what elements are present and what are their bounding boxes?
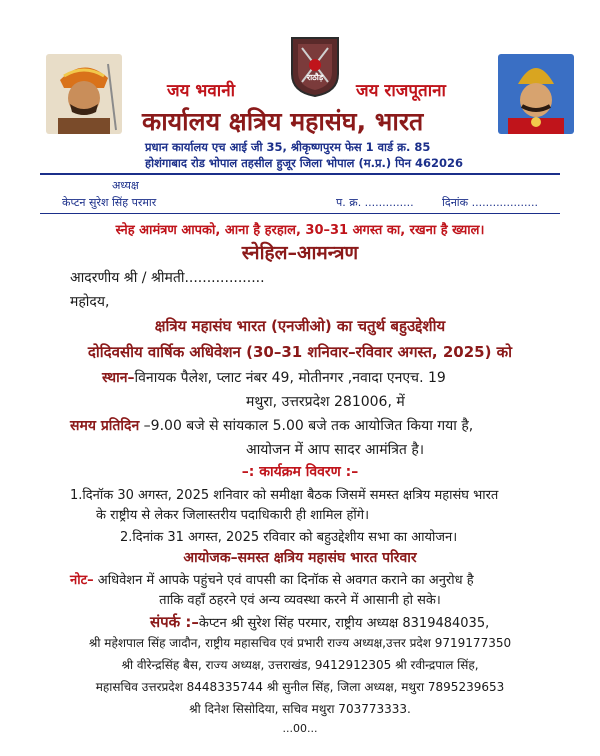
event-title-line-1: क्षत्रिय महासंघ भारत (एनजीओ) का चतुर्थ बहुउद्देशीय [154,317,446,335]
address-line-1: प्रधान कार्यालय एच आई जी 35, श्रीकृष्णपुरम फेस 1 वार्ड क्र. 85 [145,140,431,154]
left-portrait-image [46,54,122,134]
right-portrait-image [498,54,574,134]
organization-emblem-icon [290,34,340,98]
contact-line-3: श्री वीरेन्द्रसिंह बैस, राज्य अध्यक्ष, उत्तराखंड, 9412912305 श्री रवीन्द्रपाल सिंह, [121,658,479,672]
contact-text-1: केप्टन श्री सुरेश सिंह परमार, राष्ट्रीय अध्यक्ष 8319484035, [198,616,490,631]
program-item-2: 2.दिनांक 31 अगस्त, 2025 रविवार को बहुउद्देशीय सभा का आयोजन। [120,530,458,545]
salutation: आदरणीय श्री / श्रीमती.................. [70,270,265,286]
sir-greeting: महोदय, [70,294,110,310]
contact-line-4: महासचिव उत्तरप्रदेश 8448335744 श्री सुनील सिंह, जिला अध्यक्ष, मथुरा 7895239653 [95,680,505,694]
president-name: केप्टन सुरेश सिंह परमार [62,196,157,209]
organization-name: कार्यालय क्षत्रिय महासंघ, भारत [142,107,424,136]
time-text: –9.00 बजे से सांयकाल 5.00 बजे तक आयोजित किया गया है, [139,418,474,434]
note-line-2: ताकि वहॉं ठहरने एवं अन्य व्यवस्था करने में आसानी हो सके। [159,593,441,608]
program-item-1a: 1.दिनॉक 30 अगस्त, 2025 शनिवार को समीक्षा बैठक जिसमें समस्त क्षत्रिय महासंघ भारत [70,488,499,503]
note-label: नोट– [70,573,94,588]
note-text-1: अधिवेशन में आपके पहुंचने एवं वापसी का दिनॉक से अवगत कराने का अनुरोध है [93,573,474,588]
contact-line-1 [150,612,489,632]
date-field: दिनांक ................... [442,196,539,209]
event-title-line-2: दोदिवसीय वार्षिक अधिवेशन (30–31 शनिवार–रविवार अगस्त, 2025) को [87,343,513,361]
slogan-left: जय भवानी [167,81,236,101]
program-item-1b: के राष्ट्रीय से लेकर जिलास्तरीय पदाधिकारी ही शामिल होंगे। [96,508,370,523]
president-title: अध्यक्ष [112,179,139,192]
emblem-label: राठौड़ [306,73,324,82]
venue-label: स्थान– [102,370,135,386]
header-bottom-divider [40,213,560,214]
contact-line-5: श्री दिनेश सिसोदिया, सचिव मथुरा 703773333. [189,702,411,716]
invite-text: आयोजन में आप सादर आमंत्रित है। [246,442,425,458]
end-mark: ...00... [282,722,318,735]
invitation-heading: स्नेहिल–आमन्त्रण [241,242,359,264]
header-divider [40,173,560,175]
time-label: समय प्रतिदिन [70,418,140,434]
tagline: स्नेह आमंत्रण आपको, आना है हरहाल, 30–31 अगस्त का, रखना है ख्याल। [115,223,485,238]
address-line-2: होशंगाबाद रोड भोपाल तहसील हुजूर जिला भोपाल (म.प्र.) पिन 462026 [145,156,464,170]
contact-line-2: श्री महेशपाल सिंह जादौन, राष्ट्रीय महासचिव एवं प्रभारी राज्य अध्यक्ष,उत्तर प्रदेश 9719177350 [88,636,512,650]
note-line-1 [70,570,474,588]
organizer-line: आयोजक–समस्त क्षत्रिय महासंघ भारत परिवार [183,550,417,566]
contact-label: संपर्क :– [150,613,199,631]
time-line [70,416,473,435]
reference-number-field: प. क्र. .............. [336,196,414,209]
venue-line-1 [102,368,446,387]
program-heading: –: कार्यक्रम विवरण :– [241,464,359,480]
slogan-right: जय राजपूताना [356,81,446,101]
venue-line-2: मथुरा, उत्तरप्रदेश 281006, में [246,394,405,410]
venue-text: विनायक पैलेश, प्लाट नंबर 49, मोतीनगर ,नवादा एनएच. 19 [134,370,446,386]
